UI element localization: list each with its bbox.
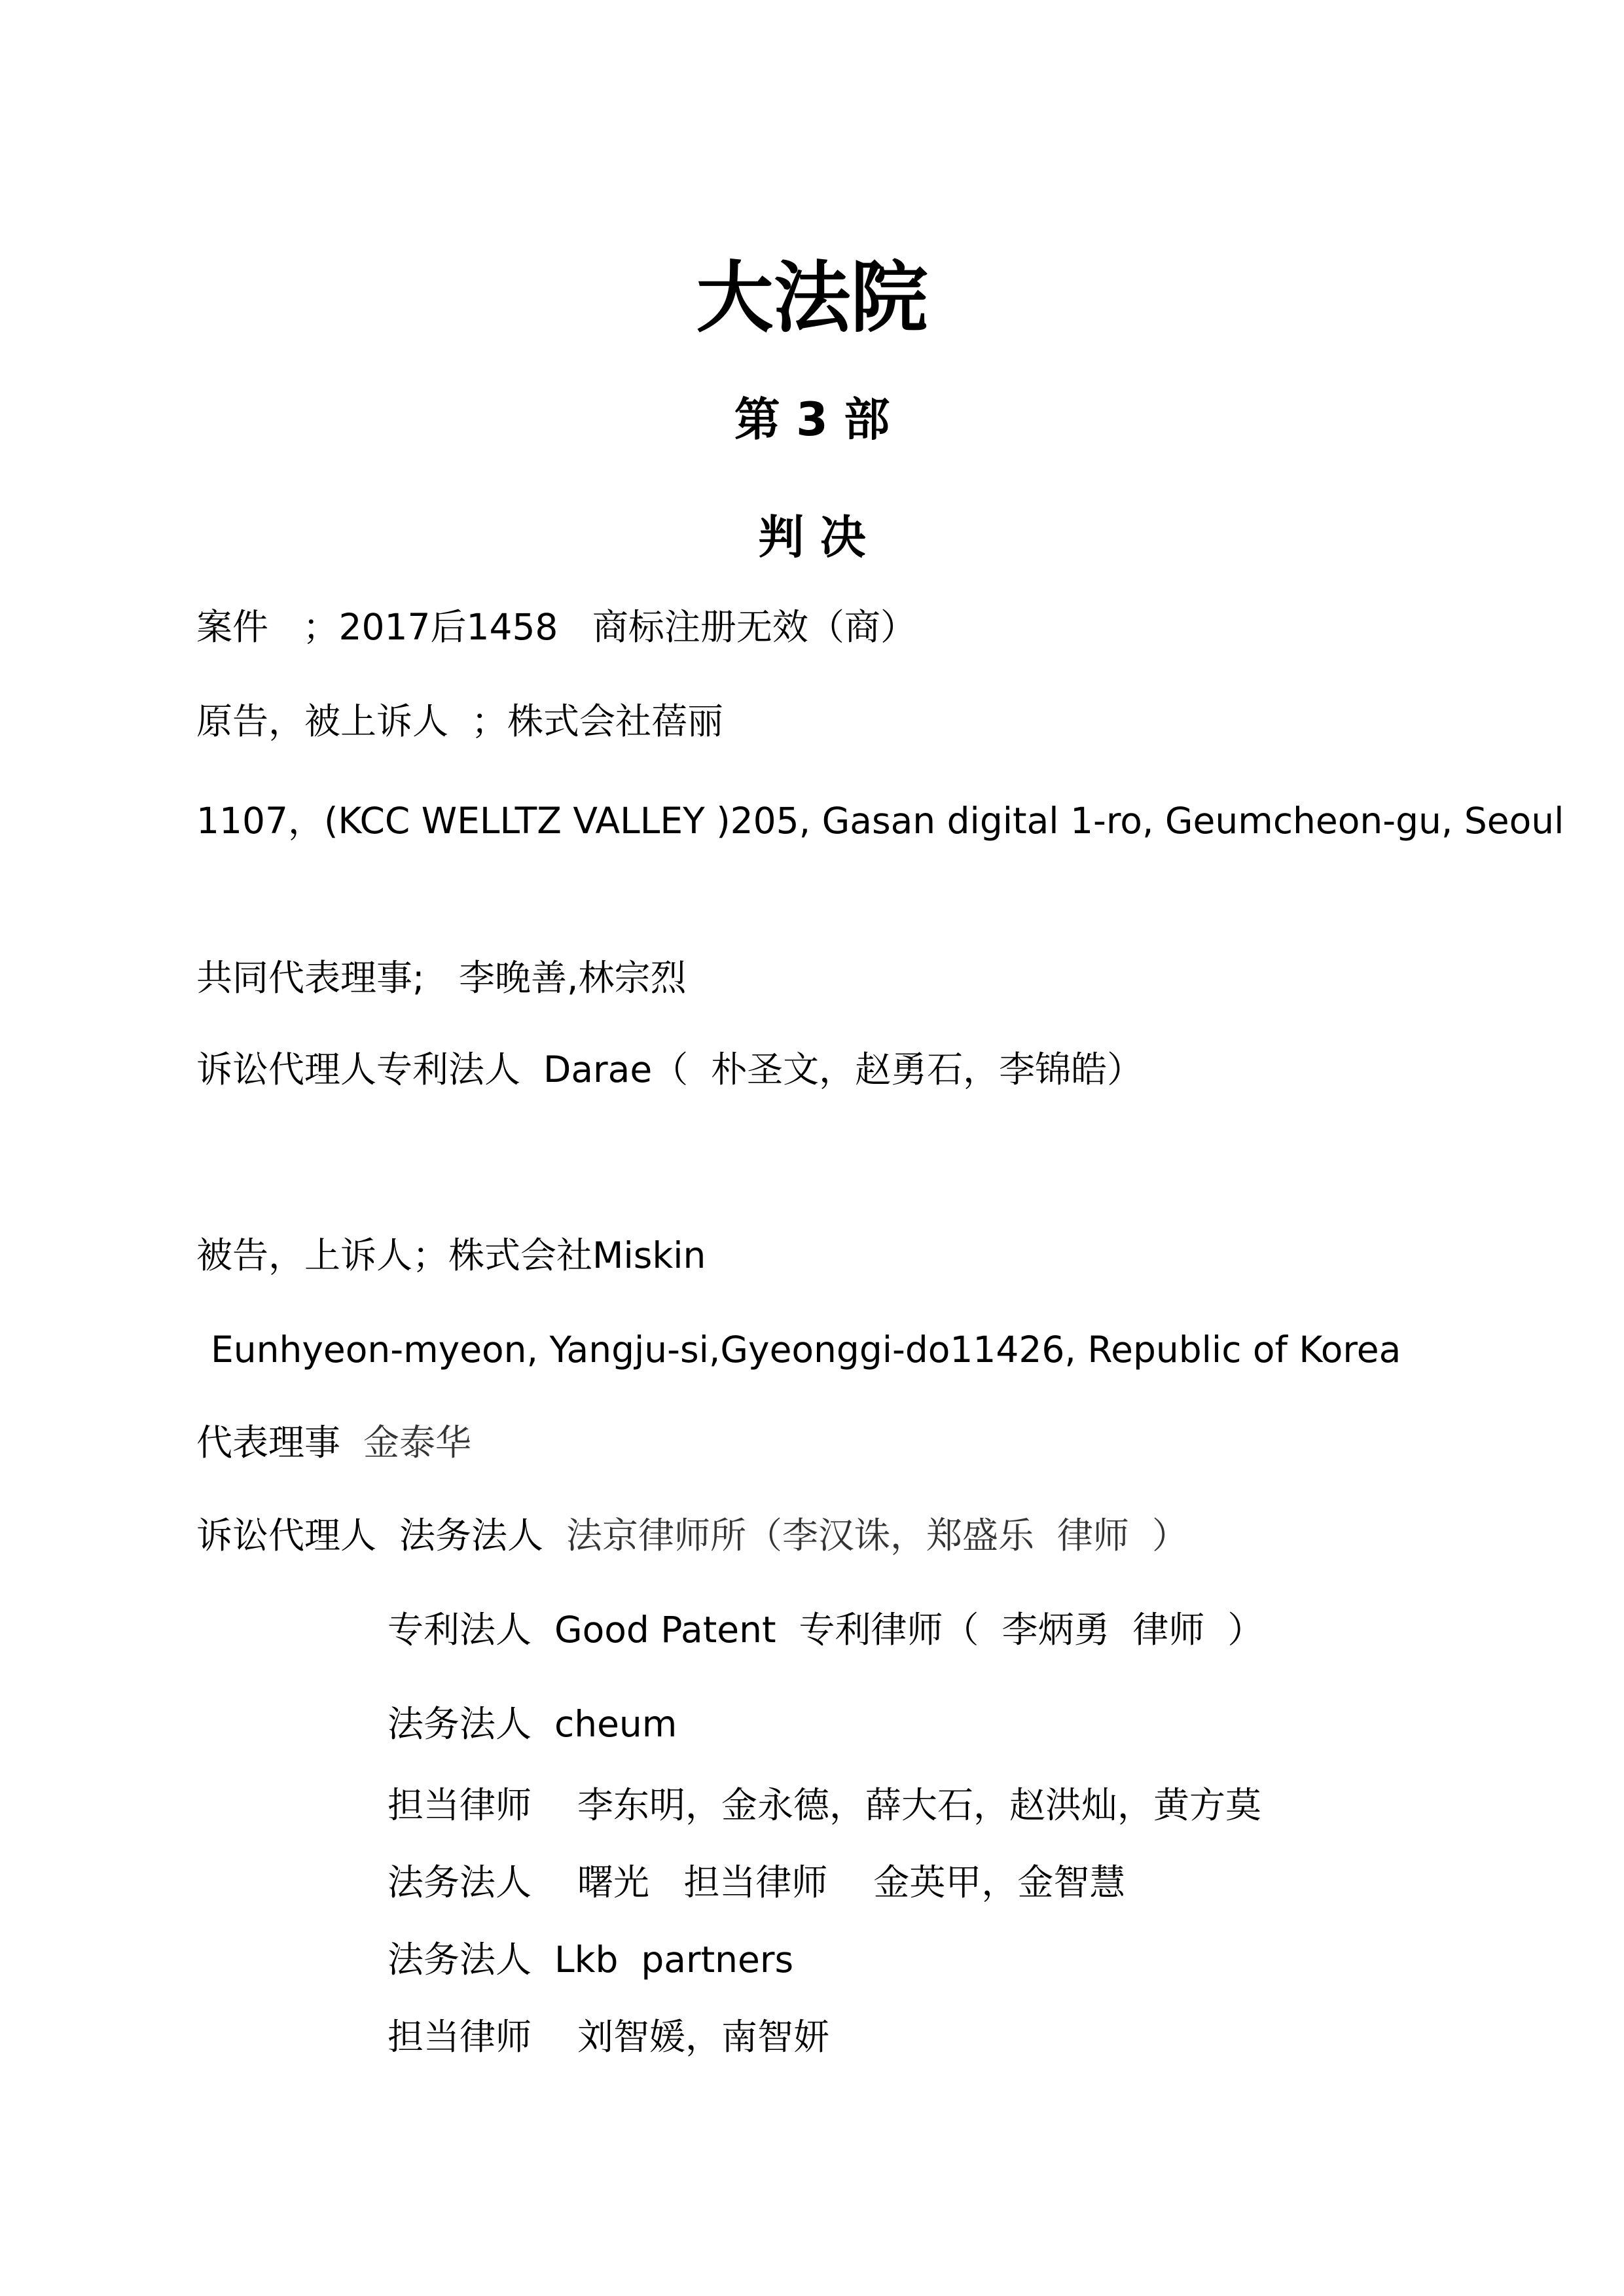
- counsel-label: 法务法人: [388, 1703, 532, 1745]
- counsel-value: 李东明，金永德，薛大石，赵洪灿，黄方莫: [577, 1784, 1261, 1826]
- defendant-rep-line: [196, 1419, 471, 1466]
- plaintiff-separator: ；: [471, 700, 507, 742]
- plaintiff-attorney-line: [196, 1046, 1143, 1093]
- defendant-attorney-label: 诉讼代理人: [196, 1515, 377, 1556]
- defendant-attorney-firm-value: 法京律师所（李汉诛，郑盛乐 律师 ）: [566, 1515, 1188, 1556]
- counsel-line: [388, 1606, 1263, 1653]
- plaintiff-reps-value: 李晚善,林宗烈: [458, 957, 687, 999]
- defendant-rep-label: 代表理事: [196, 1422, 341, 1463]
- plaintiff-attorney-value: Darae（ 朴圣文，赵勇石，李锦皓）: [543, 1049, 1144, 1090]
- defendant-attorney-line: [196, 1512, 1188, 1559]
- plaintiff-label: 原告，被上诉人: [196, 700, 449, 742]
- defendant-label: 被告，上诉人；: [196, 1234, 449, 1276]
- counsel-label: 法务法人: [388, 1861, 532, 1903]
- defendant-rep-value: 金泰华: [363, 1422, 471, 1463]
- counsel-label: 担当律师: [388, 2016, 532, 2058]
- case-label: 案件: [196, 606, 269, 648]
- plaintiff-line: [196, 698, 723, 745]
- plaintiff-attorney-label: 诉讼代理人专利法人: [196, 1049, 521, 1090]
- counsel-line: [388, 1859, 1125, 1906]
- counsel-label: 专利法人: [388, 1609, 532, 1651]
- counsel-value: Lkb partners: [554, 1939, 794, 1981]
- case-value: 2017后1458 商标注册无效（商）: [338, 606, 916, 648]
- plaintiff-address: 1107，(KCC WELLTZ VALLEY )205, Gasan digital 1-ro, Geumcheon-gu, Seoul: [196, 800, 1564, 842]
- counsel-line: [388, 1700, 677, 1748]
- counsel-line: [388, 2013, 829, 2060]
- case-line: [196, 603, 916, 651]
- court-title: 大法院: [696, 253, 928, 343]
- counsel-label: 担当律师: [388, 1784, 532, 1826]
- defendant-line: [196, 1232, 706, 1279]
- plaintiff-reps-line: [196, 954, 686, 1001]
- counsel-value: 刘智媛，南智妍: [577, 2016, 829, 2058]
- plaintiff-reps-label: 共同代表理事;: [196, 957, 425, 999]
- defendant-address: Eunhyeon-myeon, Yangju-si,Gyeonggi-do11426, Republic of Korea: [211, 1329, 1401, 1371]
- document-type-title: 判 决: [758, 511, 866, 564]
- case-separator: ；: [302, 606, 339, 648]
- plaintiff-value: 株式会社蓓丽: [507, 700, 724, 742]
- division-title: 第 3 部: [734, 393, 890, 446]
- counsel-value: cheum: [554, 1703, 677, 1745]
- counsel-line: [388, 1936, 793, 1983]
- defendant-value: 株式会社Miskin: [448, 1234, 706, 1276]
- counsel-value: Good Patent 专利律师（ 李炳勇 律师 ）: [554, 1609, 1264, 1651]
- counsel-value: 曙光 担当律师 金英甲，金智慧: [577, 1861, 1126, 1903]
- counsel-line: [388, 1782, 1261, 1829]
- counsel-label: 法务法人: [388, 1939, 532, 1981]
- defendant-attorney-firm-label: 法务法人: [399, 1515, 543, 1556]
